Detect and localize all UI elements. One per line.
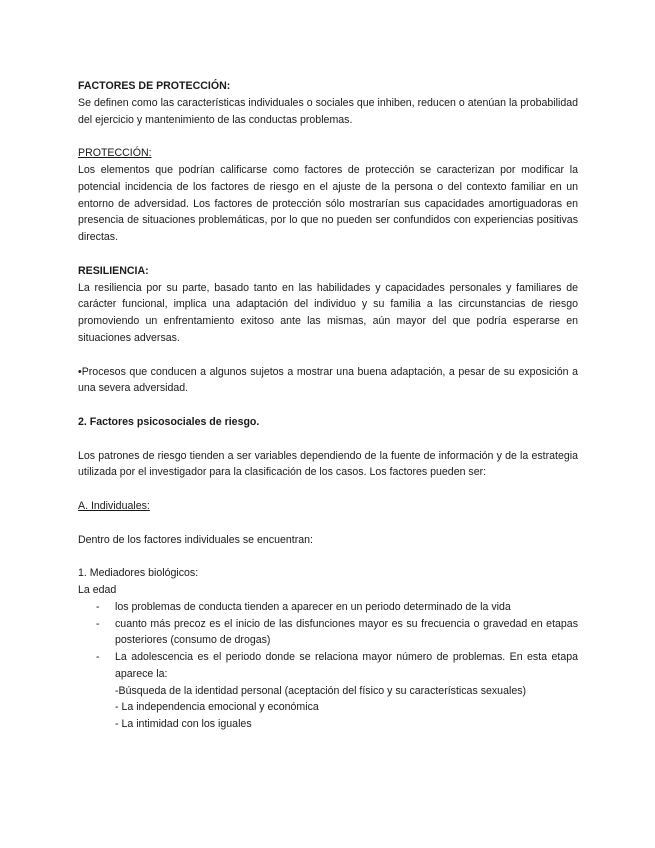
dash-marker: -: [96, 617, 100, 630]
dash-marker: -: [96, 600, 100, 613]
sub-item: - La intimidad con los iguales: [115, 718, 252, 731]
spacer: [78, 347, 578, 364]
spacer: [78, 246, 578, 263]
mediadores-biologicos-heading: 1. Mediadores biológicos:: [78, 567, 199, 580]
edad-list: [78, 599, 578, 683]
list-item-text: los problemas de conducta tienden a aparecer en un periodo determinado de la vida: [115, 600, 511, 613]
spacer: [78, 128, 578, 145]
psicosociales-heading: 2. Factores psicosociales de riesgo.: [78, 415, 260, 428]
list-item-text: cuanto más precoz es el inicio de las disfunciones mayor es su frecuencia o gravedad en etapas posteriores (consumo de drogas): [115, 617, 578, 647]
sub-item: - La independencia emocional y económica: [115, 701, 319, 714]
sub-item: -Búsqueda de la identidad personal (aceptación del físico y su características sexuales): [115, 684, 527, 697]
list-item: [78, 599, 578, 616]
psicosociales-body: Los patrones de riesgo tienden a ser variables dependiendo de la fuente de información y de la estrategia utilizada por el investigador para la clasificación de los casos. Los factores pueden ser:: [78, 449, 578, 479]
list-item-text: La adolescencia es el periodo donde se relaciona mayor número de problemas. En esta etapa aparece la:: [115, 651, 578, 680]
la-edad-label: La edad: [78, 583, 117, 596]
spacer: [78, 397, 578, 414]
list-item: [78, 649, 578, 683]
spacer: [78, 481, 578, 498]
individuales-heading: A. Individuales:: [78, 499, 150, 512]
document-page: [78, 78, 578, 733]
spacer: [78, 515, 578, 532]
factores-proteccion-body: Se definen como las características individuales o sociales que inhiben, reducen o atenúan la probabilidad del ejercicio y mantenimiento de las conductas problemas.: [78, 96, 578, 126]
factores-proteccion-heading: FACTORES DE PROTECCIÓN:: [78, 80, 231, 92]
dash-marker: -: [96, 651, 100, 664]
individuales-intro: Dentro de los factores individuales se encuentran:: [78, 533, 313, 546]
proteccion-heading: PROTECCIÓN:: [78, 147, 152, 160]
resiliencia-bullet: •Procesos que conducen a algunos sujetos a mostrar una buena adaptación, a pesar de su exposición a una severa adversidad.: [78, 365, 578, 395]
spacer: [78, 431, 578, 448]
spacer: [78, 548, 578, 565]
resiliencia-heading: RESILIENCIA:: [78, 264, 149, 277]
proteccion-body: Los elementos que podrían calificarse como factores de protección se caracterizan por modificar la potencial incidencia de los factores de riesgo en el ajuste de la persona o del contexto familiar en un entorno de adversidad. Los factores de protección sólo mostrarían sus capacidades amortiguadoras en presencia de situaciones problemáticas, por lo que no pueden ser confundidos con experiencias positivas directas.: [78, 163, 578, 244]
resiliencia-body: La resiliencia por su parte, basado tanto en las habilidades y capacidades personales y familiares de carácter funcional, implica una adaptación del individuo y su familia a las circunstancias de riesgo promoviendo un enfrentamiento exitoso ante las mismas, aún mayor del que podría esperarse en situaciones adversas.: [78, 281, 578, 344]
list-item: [78, 616, 578, 650]
